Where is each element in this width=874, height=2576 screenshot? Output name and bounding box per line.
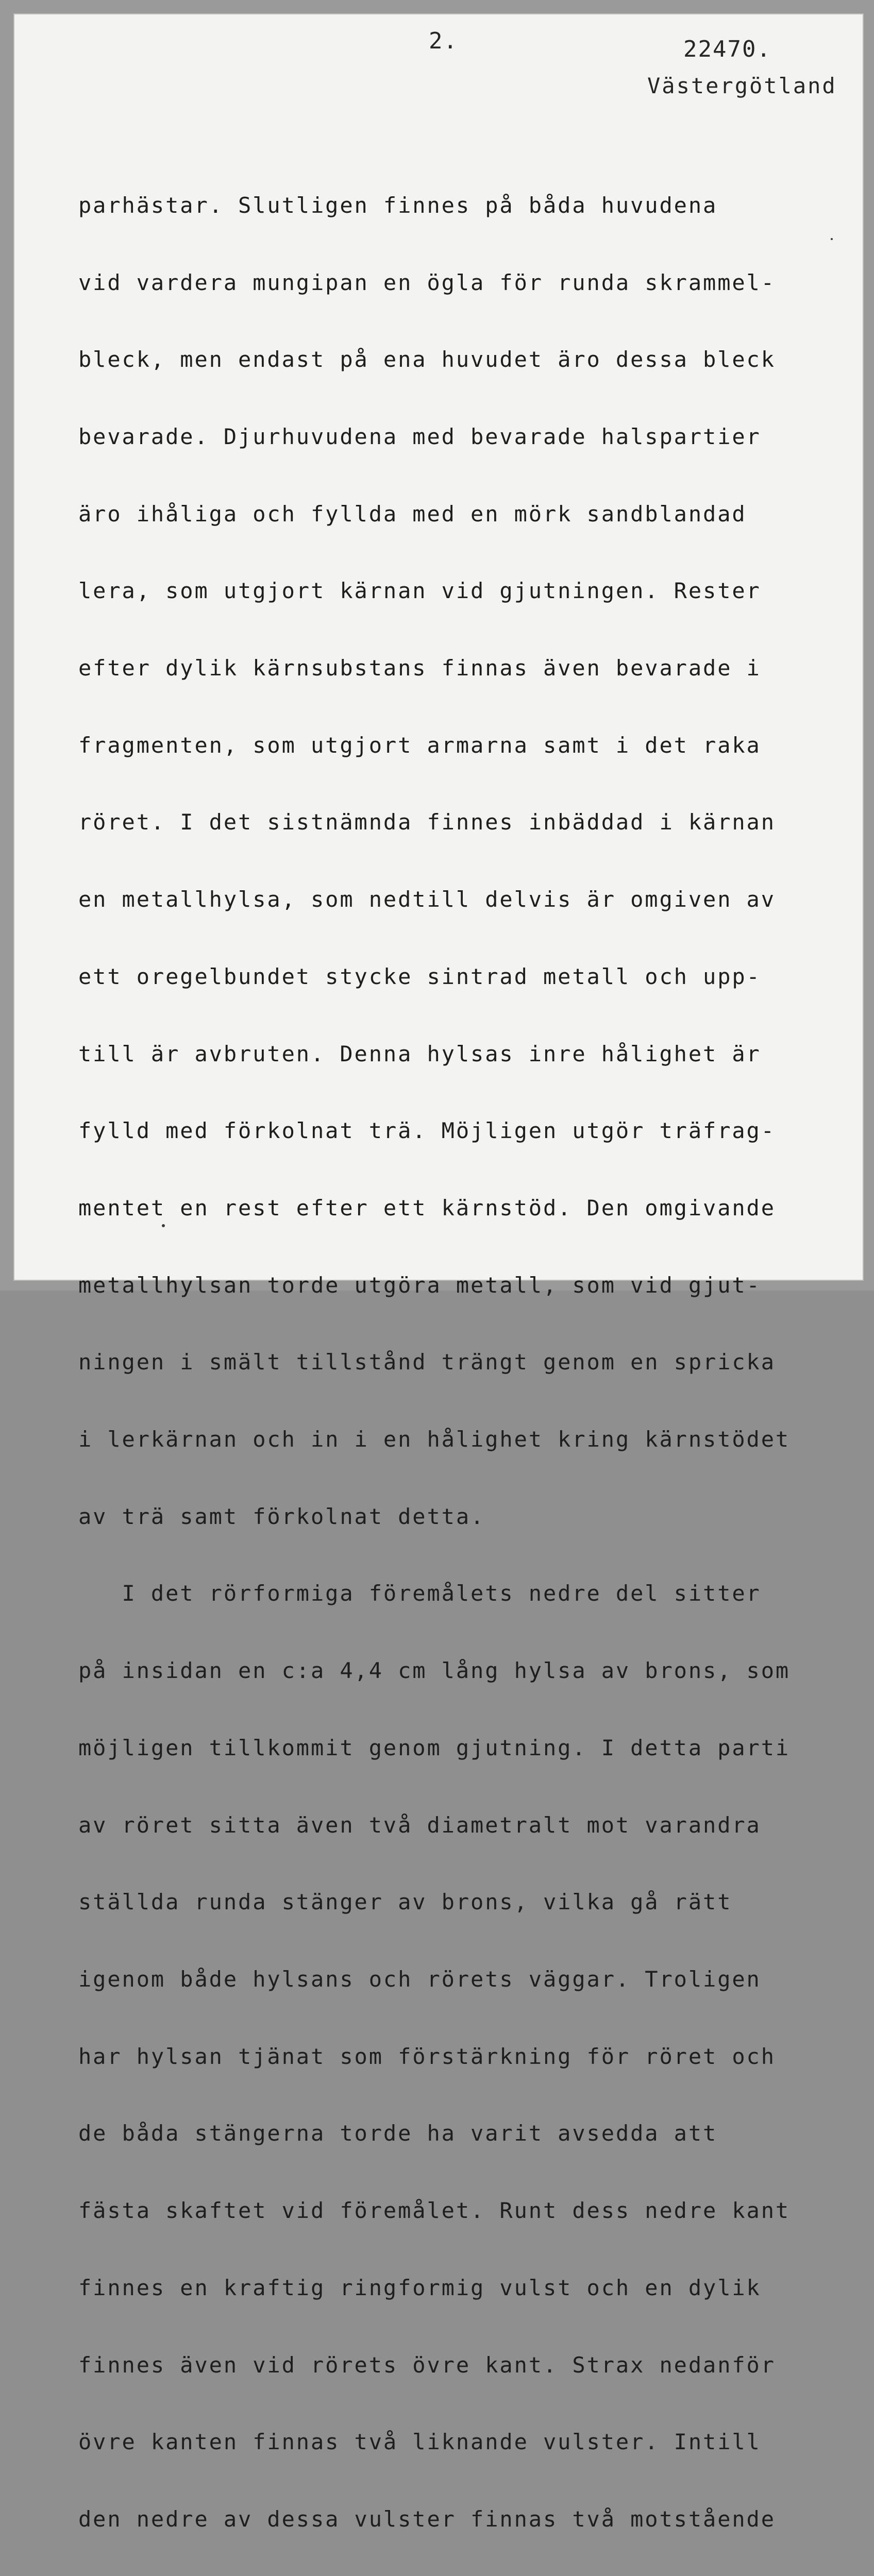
ink-speck [831, 238, 833, 240]
text-line: har hylsan tjänat som förstärkning för röret och [78, 2043, 776, 2069]
text-line: ningen i smält tillstånd trängt genom en spricka [78, 1349, 776, 1375]
text-line: igenom både hylsans och rörets väggar. Troligen [78, 1966, 761, 1992]
typewritten-text [78, 141, 862, 2576]
catalog-number: 22470. [683, 36, 771, 62]
text-line: fragmenten, som utgjort armarna samt i det raka [78, 732, 761, 758]
text-line: möjligen tillkommit genom gjutning. I detta parti [78, 1735, 791, 1760]
text-line: finnes även vid rörets övre kant. Strax nedanför [78, 2352, 776, 2378]
text-line: äro ihåliga och fyllda med en mörk sandblandad [78, 501, 747, 527]
text-line: de båda stängerna torde ha varit avsedda att [78, 2121, 718, 2146]
text-line: metallhylsan torde utgöra metall, som vid gjut- [78, 1272, 761, 1298]
ink-speck [162, 1224, 165, 1227]
text-line: till är avbruten. Denna hylsas inre hålighet är [78, 1041, 761, 1066]
text-line: ett oregelbundet stycke sintrad metall och upp- [78, 963, 761, 989]
province-heading: Västergötland [647, 73, 837, 98]
text-line: finnes en kraftig ringformig vulst och en dylik [78, 2275, 761, 2300]
text-line: bleck, men endast på ena huvudet äro dessa bleck [78, 347, 776, 372]
text-line: på insidan en c:a 4,4 cm lång hylsa av brons, som [78, 1658, 791, 1684]
text-line: fästa skaftet vid föremålet. Runt dess nedre kant [78, 2198, 791, 2224]
text-line: ställda runda stänger av brons, vilka gå rätt [78, 1889, 732, 1915]
text-line: röret. I det sistnämnda finnes inbäddad i kärnan [78, 809, 776, 835]
text-line: i lerkärnan och in i en hålighet kring kärnstödet [78, 1427, 791, 1452]
text-line: efter dylik kärnsubstans finnas även bevarade i [78, 655, 761, 681]
text-line: av trä samt förkolnat detta. [78, 1503, 485, 1529]
text-line: lera, som utgjort kärnan vid gjutningen. Rester [78, 578, 761, 604]
page-number: 2. [429, 28, 458, 54]
text-line: parhästar. Slutligen finnes på båda huvudena [78, 192, 718, 218]
text-line: fylld med förkolnat trä. Möjligen utgör träfrag- [78, 1118, 776, 1144]
text-line: mentet en rest efter ett kärnstöd. Den omgivande [78, 1195, 776, 1221]
text-line: övre kanten finnas två liknande vulster. Intill [78, 2429, 761, 2455]
text-line: vid vardera mungipan en ögla för runda skrammel- [78, 269, 776, 295]
text-line: bevarade. Djurhuvudena med bevarade halspartier [78, 423, 761, 449]
text-line: den nedre av dessa vulster finnas två motstående [78, 2506, 776, 2532]
text-line: I det rörformiga föremålets nedre del sitter [78, 1581, 761, 1606]
text-line: av röret sitta även två diametralt mot varandra [78, 1812, 761, 1838]
text-line: en metallhylsa, som nedtill delvis är omgiven av [78, 887, 776, 912]
